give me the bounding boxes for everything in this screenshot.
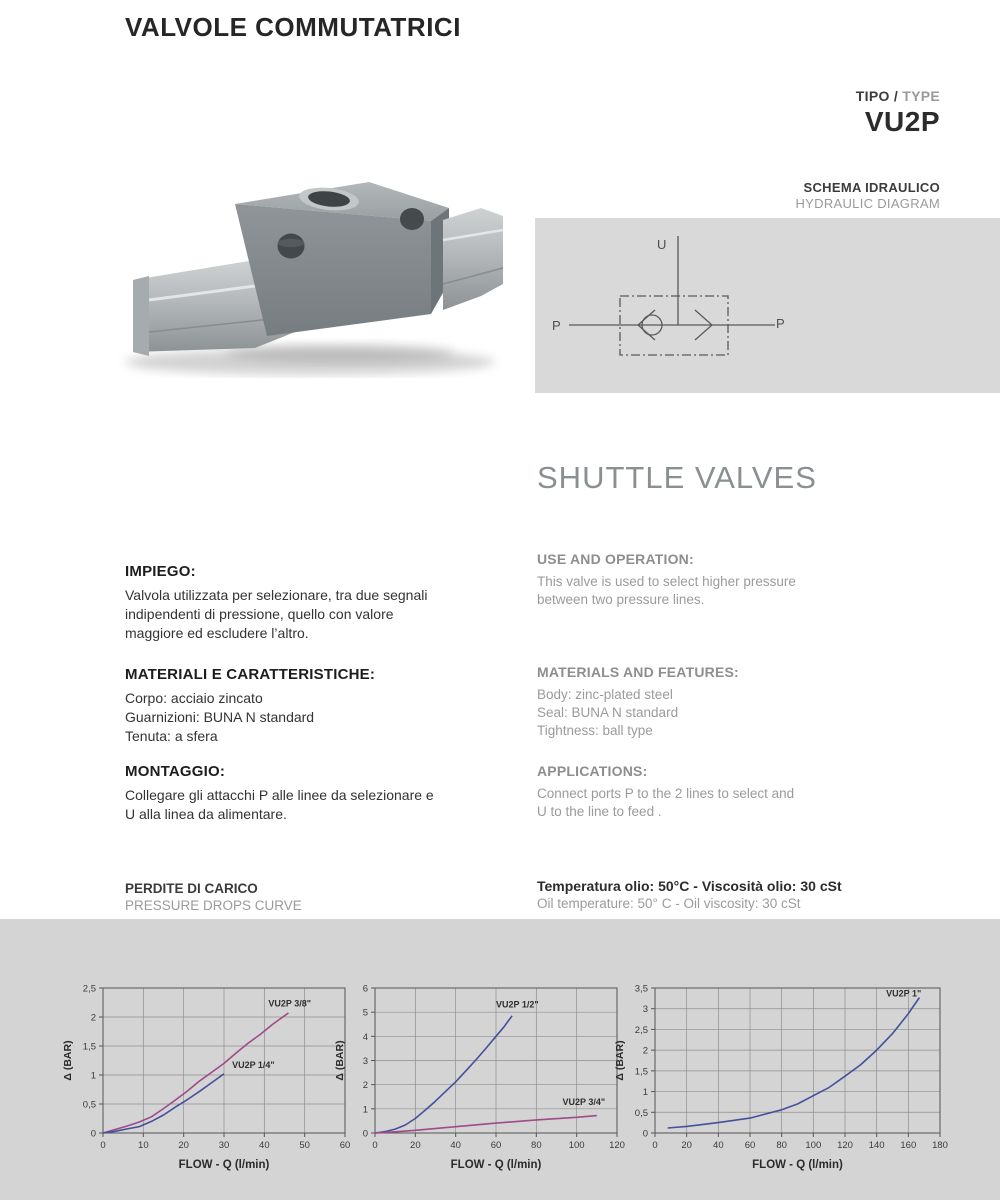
curve-VU2P 1" — [668, 998, 920, 1129]
svg-text:60: 60 — [339, 1140, 351, 1151]
oil-conditions-it: Temperatura olio: 50°C - Viscosità olio: 30 cSt — [537, 878, 842, 894]
right-hex-fitting — [443, 208, 503, 310]
chart-vu2p-1 — [610, 978, 952, 1184]
diagram-port-p-left: P — [552, 318, 561, 333]
curves-header — [125, 880, 302, 914]
body-line: Tenuta: a sfera — [125, 728, 218, 744]
oil-conditions — [537, 877, 842, 913]
body-line: Valvola utilizzata per selezionare, tra due segnali — [125, 587, 428, 603]
body-line: indipendenti di pressione, quello con valore — [125, 606, 394, 622]
curve-label: VU2P 3/4" — [562, 1097, 606, 1108]
product-photo-valve — [105, 168, 505, 378]
svg-text:1: 1 — [642, 1087, 648, 1099]
svg-text:20: 20 — [410, 1140, 421, 1151]
svg-text:1: 1 — [362, 1104, 368, 1116]
svg-text:1: 1 — [90, 1070, 96, 1082]
svg-text:2: 2 — [362, 1080, 368, 1092]
curve-VU2P 3/4" — [375, 1116, 597, 1133]
section-impiego — [125, 563, 530, 643]
svg-text:60: 60 — [490, 1140, 502, 1151]
curve-label: VU2P 1" — [886, 988, 922, 999]
svg-text:20: 20 — [178, 1140, 189, 1151]
svg-text:160: 160 — [900, 1140, 917, 1151]
body-line: U to the line to feed . — [537, 804, 662, 819]
type-label — [856, 88, 940, 104]
svg-text:60: 60 — [744, 1140, 756, 1151]
diagram-port-u: U — [657, 237, 667, 252]
svg-text:1,5: 1,5 — [634, 1066, 648, 1078]
chart-vu2p-14-38 — [58, 978, 357, 1184]
body-line: Seal: BUNA N standard — [537, 705, 679, 720]
svg-text:2,5: 2,5 — [82, 983, 96, 995]
svg-text:5: 5 — [362, 1007, 368, 1019]
curve-VU2P 1/4" — [103, 1074, 224, 1133]
page-title: VALVOLE COMMUTATRICI — [125, 12, 461, 42]
svg-text:3: 3 — [362, 1056, 368, 1067]
svg-text:140: 140 — [868, 1140, 885, 1151]
section-heading: IMPIEGO: — [125, 563, 196, 580]
type-value: VU2P — [864, 106, 940, 137]
type-label-it: TIPO / — [855, 88, 903, 104]
hydraulic-diagram — [535, 218, 1000, 393]
chart-vu2p-12-34 — [330, 978, 629, 1184]
svg-text:40: 40 — [450, 1140, 461, 1151]
body-line: Corpo: acciaio zincato — [125, 690, 263, 706]
svg-text:120: 120 — [609, 1140, 625, 1151]
subtitle-en: SHUTTLE VALVES — [537, 460, 817, 495]
curve-label: VU2P 1/4" — [232, 1060, 275, 1071]
svg-text:0: 0 — [652, 1140, 658, 1151]
body-line: between two pressure lines. — [537, 592, 705, 607]
svg-text:2: 2 — [90, 1012, 96, 1024]
chart-svg — [610, 978, 952, 1179]
section-heading: MATERIALS AND FEATURES: — [537, 664, 739, 680]
body-line: Connect ports P to the 2 lines to select and — [537, 786, 795, 801]
body-line: Guarnizioni: BUNA N standard — [125, 709, 315, 725]
svg-text:0,5: 0,5 — [82, 1099, 96, 1111]
y-axis-label: Δ (BAR) — [334, 1040, 346, 1081]
svg-text:10: 10 — [138, 1140, 149, 1151]
chart-svg — [58, 978, 357, 1179]
section-heading: USE AND OPERATION: — [537, 551, 694, 567]
svg-text:2,5: 2,5 — [634, 1024, 648, 1036]
curve-label: VU2P 3/8" — [268, 998, 312, 1009]
oil-conditions-en: Oil temperature: 50° C - Oil viscosity: 30 cSt — [537, 896, 801, 911]
svg-text:180: 180 — [932, 1140, 948, 1151]
x-axis-label: FLOW - Q (l/min) — [178, 1159, 270, 1171]
curve-VU2P 3/8" — [103, 1013, 289, 1133]
svg-text:3: 3 — [642, 1004, 648, 1016]
body-line: Tightness: ball type — [537, 723, 653, 738]
diagram-port-p-right: P — [776, 316, 785, 331]
svg-text:0: 0 — [100, 1140, 106, 1151]
body-line: Body: zinc-plated steel — [537, 687, 673, 702]
svg-text:0: 0 — [90, 1128, 96, 1140]
section-heading: MONTAGGIO: — [125, 763, 226, 780]
svg-text:40: 40 — [259, 1140, 270, 1151]
curves-label-it: PERDITE DI CARICO — [125, 881, 258, 896]
section-materiali — [125, 666, 530, 746]
svg-text:80: 80 — [776, 1140, 787, 1151]
schema-labels — [795, 180, 940, 212]
section-materials-features — [537, 664, 957, 740]
chart-svg — [330, 978, 629, 1179]
svg-text:1,5: 1,5 — [82, 1041, 96, 1053]
x-axis-label: FLOW - Q (l/min) — [752, 1159, 843, 1171]
svg-text:50: 50 — [299, 1140, 310, 1151]
schema-label-it: SCHEMA IDRAULICO — [803, 180, 940, 195]
svg-text:100: 100 — [568, 1140, 585, 1151]
svg-text:4: 4 — [362, 1031, 368, 1043]
y-axis-label: Δ (BAR) — [62, 1040, 74, 1081]
svg-text:3,5: 3,5 — [634, 983, 648, 995]
section-applications — [537, 763, 957, 821]
svg-text:6: 6 — [362, 983, 368, 995]
svg-text:0: 0 — [362, 1128, 368, 1140]
section-montaggio — [125, 763, 530, 824]
svg-text:100: 100 — [805, 1140, 822, 1151]
y-axis-label: Δ (BAR) — [614, 1040, 626, 1081]
section-heading: APPLICATIONS: — [537, 763, 648, 779]
x-axis-label: FLOW - Q (l/min) — [450, 1159, 542, 1171]
section-use-operation — [537, 551, 957, 609]
curve-VU2P 1/2" — [375, 1016, 512, 1133]
svg-text:0: 0 — [642, 1128, 648, 1140]
svg-text:0,5: 0,5 — [634, 1107, 648, 1119]
curves-label-en: PRESSURE DROPS CURVE — [125, 898, 302, 913]
body-line: This valve is used to select higher pressure — [537, 574, 796, 589]
curve-label: VU2P 1/2" — [496, 999, 539, 1010]
svg-text:120: 120 — [837, 1140, 853, 1151]
valve-body — [235, 182, 449, 336]
hydraulic-diagram-box — [535, 218, 1000, 393]
section-heading: MATERIALI E CARATTERISTICHE: — [125, 666, 376, 683]
type-block — [856, 88, 940, 138]
svg-text:40: 40 — [713, 1140, 724, 1151]
svg-text:30: 30 — [218, 1140, 230, 1151]
type-label-en: TYPE — [902, 88, 940, 104]
svg-text:80: 80 — [531, 1140, 542, 1151]
svg-text:2: 2 — [642, 1045, 648, 1057]
svg-text:20: 20 — [681, 1140, 692, 1151]
body-line: maggiore ed escludere l’altro. — [125, 625, 309, 641]
schema-label-en: HYDRAULIC DIAGRAM — [795, 196, 940, 211]
body-line: U alla linea da alimentare. — [125, 806, 287, 822]
body-line: Collegare gli attacchi P alle linee da selezionare e — [125, 787, 434, 803]
svg-text:0: 0 — [372, 1140, 378, 1151]
